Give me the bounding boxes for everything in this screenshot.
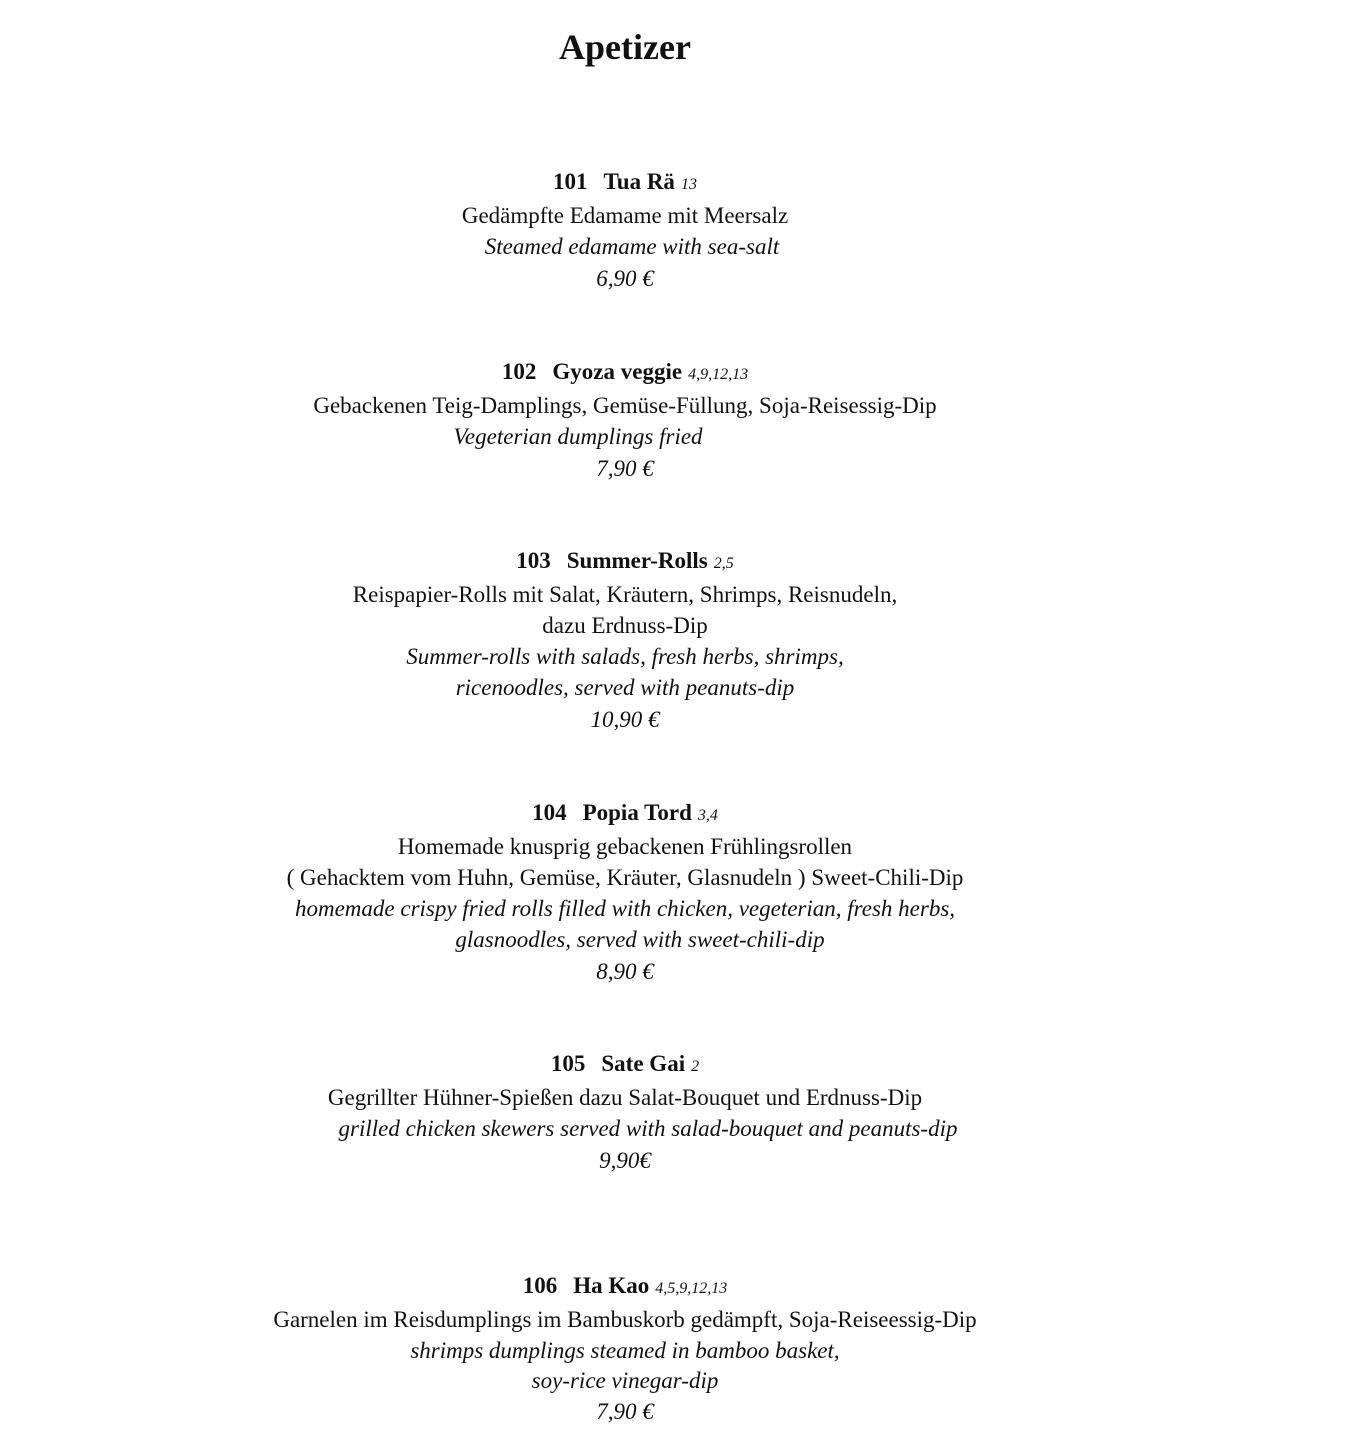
- item-description-en: soy-rice vinegar-dip: [531, 1368, 719, 1393]
- menu-item-105: [0, 1048, 1250, 1177]
- item-description-de: Homemade knusprig gebackenen Frühlingsrollen: [397, 834, 853, 859]
- item-number: 103: [516, 548, 551, 573]
- item-heading: [0, 166, 1250, 200]
- item-description-en: shrimps dumplings steamed in bamboo basket,: [410, 1338, 840, 1363]
- menu-item-103: [0, 545, 1250, 736]
- item-number: 102: [501, 359, 537, 384]
- item-number: 104: [532, 800, 567, 825]
- item-price: 7,90 €: [596, 456, 654, 481]
- menu-item-102: [0, 356, 1250, 485]
- item-heading: [0, 1270, 1250, 1304]
- page-title: Apetizer: [559, 27, 691, 67]
- item-name: Tua Rä: [603, 169, 675, 194]
- item-number: 105: [550, 1051, 586, 1076]
- item-price: 8,90 €: [596, 959, 654, 984]
- item-description-de: ( Gehacktem vom Huhn, Gemüse, Kräuter, Glasnudeln ) Sweet-Chili-Dip: [286, 865, 964, 890]
- item-allergens: 13: [680, 176, 697, 193]
- item-description-de: Garnelen im Reisdumplings im Bambuskorb gedämpft, Soja-Reiseessig-Dip: [273, 1307, 977, 1332]
- item-price: 9,90€: [599, 1148, 651, 1173]
- item-allergens: 2,5: [713, 555, 734, 572]
- menu-item-104: [0, 797, 1250, 988]
- item-allergens: 3,4: [697, 807, 718, 824]
- item-allergens: 2: [691, 1058, 700, 1075]
- item-description-de: Gedämpfte Edamame mit Meersalz: [461, 203, 789, 228]
- item-name: Gyoza veggie: [552, 359, 683, 384]
- item-description-de: Gegrillter Hühner-Spießen dazu Salat-Bouquet und Erdnuss-Dip: [327, 1085, 923, 1110]
- item-description-en: grilled chicken skewers served with salad-bouquet and peanuts-dip: [338, 1116, 958, 1141]
- item-price: 10,90 €: [590, 707, 660, 732]
- item-description-en: Steamed edamame with sea-salt: [484, 234, 780, 259]
- item-description-en: Summer-rolls with salads, fresh herbs, shrimps,: [406, 644, 844, 669]
- item-name: Ha Kao: [573, 1273, 650, 1298]
- item-description-en: Vegeterian dumplings fried: [453, 424, 703, 449]
- item-description-de: Gebackenen Teig-Damplings, Gemüse-Füllung, Soja-Reisessig-Dip: [313, 393, 937, 418]
- item-allergens: 4,9,12,13: [688, 366, 749, 383]
- item-price: 6,90 €: [596, 266, 654, 291]
- item-name: Sate Gai: [601, 1051, 686, 1076]
- item-description-en: ricenoodles, served with peanuts-dip: [455, 675, 795, 700]
- item-heading: [0, 356, 1250, 390]
- item-description-de: dazu Erdnuss-Dip: [542, 613, 708, 638]
- item-description-en: homemade crispy fried rolls filled with chicken, vegeterian, fresh herbs,: [294, 896, 956, 921]
- item-heading: [0, 545, 1250, 579]
- item-description-de: Reispapier-Rolls mit Salat, Kräutern, Shrimps, Reisnudeln,: [352, 582, 898, 607]
- item-heading: [0, 797, 1250, 831]
- menu-item-101: [0, 166, 1250, 295]
- item-heading: [0, 1048, 1250, 1082]
- item-price: 7,90 €: [596, 1399, 654, 1424]
- item-number: 106: [522, 1273, 558, 1298]
- item-name: Summer-Rolls: [566, 548, 708, 573]
- item-allergens: 4,5,9,12,13: [655, 1280, 728, 1297]
- item-description-en: glasnoodles, served with sweet-chili-dip: [455, 927, 825, 952]
- menu-item-106: [0, 1270, 1250, 1428]
- item-name: Popia Tord: [582, 800, 692, 825]
- item-number: 101: [553, 169, 588, 194]
